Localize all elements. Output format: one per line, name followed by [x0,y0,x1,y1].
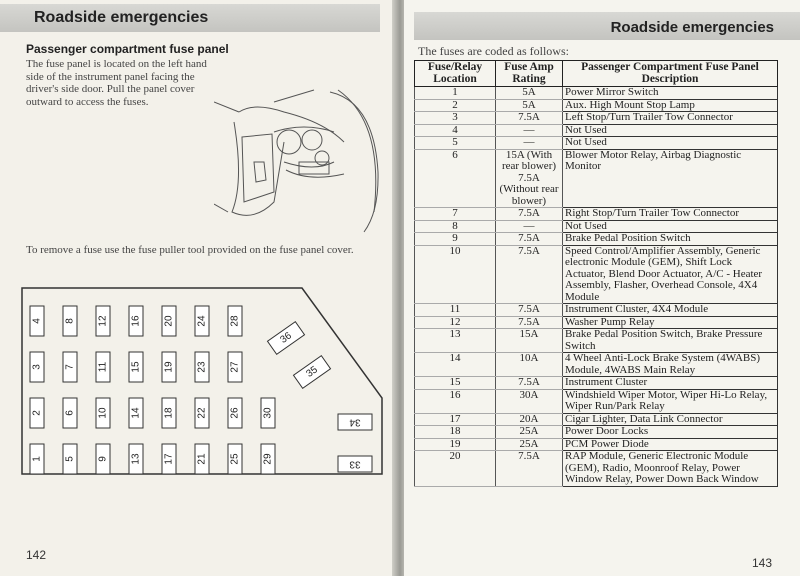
fuse-description-cell: Blower Motor Relay, Airbag Diagnostic Monitor [563,149,778,208]
fuse-location-cell: 19 [415,438,496,451]
fuse-location-cell: 11 [415,304,496,317]
svg-text:20: 20 [163,315,175,327]
instrument-panel-illustration [214,62,384,238]
fuse-location-cell: 20 [415,451,496,487]
fuse-description-cell: Cigar Lighter, Data Link Connector [563,413,778,426]
fuse-location-cell: 2 [415,99,496,112]
fuse-slot-30 [261,398,275,428]
fuse-description-cell: RAP Module, Generic Electronic Module (GEM), Radio, Moonroof Relay, Power Window Relay, Power Down Back Window [563,451,778,487]
fuse-slot-20 [162,306,176,336]
fuse-location-cell: 14 [415,353,496,377]
fuse-slot-18 [162,398,176,428]
table-row [415,112,778,125]
fuse-description-cell: Not Used [563,220,778,233]
fuse-location-cell: 17 [415,413,496,426]
svg-text:29: 29 [262,453,274,465]
table-row [415,87,778,100]
fuse-panel-diagram [20,286,390,476]
fuse-description-cell: Right Stop/Turn Trailer Tow Connector [563,208,778,221]
fuse-description-cell: Windshield Wiper Motor, Wiper Hi-Lo Relay, Wiper Run/Park Relay [563,389,778,413]
svg-text:35: 35 [304,364,320,380]
fuse-location-cell: 4 [415,124,496,137]
svg-text:23: 23 [196,361,208,373]
fuse-location-cell: 9 [415,233,496,246]
fuse-table-header [415,61,778,87]
table-row [415,377,778,390]
fuse-slot-22 [195,398,209,428]
table-row [415,124,778,137]
left-header-title: Roadside emergencies [34,9,209,26]
right-page-number: 143 [752,556,773,570]
svg-text:11: 11 [97,361,109,373]
fuse-table [414,60,778,487]
fuse-location-cell: 5 [415,137,496,150]
svg-text:12: 12 [97,315,109,327]
fuse-slot-24 [195,306,209,336]
fuse-amp-cell: 30A [496,389,563,413]
right-header-bar [414,12,800,40]
svg-text:28: 28 [229,315,241,327]
svg-text:33: 33 [349,458,361,470]
fuse-description-cell: Power Door Locks [563,426,778,439]
table-row [415,438,778,451]
left-page-number: 142 [26,548,47,562]
left-page [0,0,396,576]
fuse-description-cell: Not Used [563,137,778,150]
table-row [415,451,778,487]
fuse-amp-cell: 7.5A [496,112,563,125]
svg-text:1: 1 [31,456,43,462]
right-header-title: Roadside emergencies [610,19,774,36]
fuse-location-cell: 6 [415,149,496,208]
svg-text:34: 34 [349,416,361,428]
fuse-amp-cell: 7.5A [496,451,563,487]
relay-slot-36 [267,322,304,355]
table-row [415,353,778,377]
relay-slot-33 [338,456,372,472]
fuse-amp-cell: 7.5A [496,316,563,329]
fuse-location-cell: 16 [415,389,496,413]
fuse-slot-16 [129,306,143,336]
table-row [415,137,778,150]
svg-text:22: 22 [196,407,208,419]
fuse-description-cell: Washer Pump Relay [563,316,778,329]
svg-text:5: 5 [64,456,76,462]
table-row [415,99,778,112]
relay-slot-35 [293,356,330,389]
svg-text:18: 18 [163,407,175,419]
svg-text:17: 17 [163,453,175,465]
svg-text:25: 25 [229,453,241,465]
svg-text:27: 27 [229,361,241,373]
fuse-location-cell: 1 [415,87,496,100]
fuse-slot-13 [129,444,143,474]
fuse-table-body [415,87,778,487]
fuse-location-cell: 7 [415,208,496,221]
svg-text:36: 36 [278,330,294,346]
fuse-amp-cell: 7.5A [496,377,563,390]
svg-text:3: 3 [31,364,43,370]
svg-text:13: 13 [130,453,142,465]
svg-text:30: 30 [262,407,274,419]
fuse-slot-12 [96,306,110,336]
table-row [415,304,778,317]
fuse-amp-cell: 20A [496,413,563,426]
fuse-description-cell: Aux. High Mount Stop Lamp [563,99,778,112]
fuse-slot-7 [63,352,77,382]
fuse-slot-8 [63,306,77,336]
fuse-amp-cell: 25A [496,438,563,451]
fuse-slot-28 [228,306,242,336]
svg-text:8: 8 [64,318,76,324]
fuse-description-cell: 4 Wheel Anti-Lock Brake System (4WABS) Module, 4WABS Main Relay [563,353,778,377]
fuse-amp-cell: — [496,124,563,137]
fuse-location-cell: 10 [415,245,496,304]
fuse-location-cell: 3 [415,112,496,125]
relay-slot-34 [338,414,372,430]
fuse-panel-location-text: The fuse panel is located on the left hand side of the instrument panel facing the driver's side door. Pull the panel cover outward to access the fuses. [26,58,207,108]
fuse-description-cell: Power Mirror Switch [563,87,778,100]
fuse-amp-cell: 15A [496,329,563,353]
svg-text:6: 6 [64,410,76,416]
fuse-slot-26 [228,398,242,428]
svg-text:10: 10 [97,407,109,419]
fuse-slot-11 [96,352,110,382]
fuse-removal-text: To remove a fuse use the fuse puller tool provided on the fuse panel cover. [26,244,354,256]
svg-text:15: 15 [130,361,142,373]
svg-text:21: 21 [196,453,208,465]
fuse-description-cell: Instrument Cluster [563,377,778,390]
svg-text:24: 24 [196,315,208,327]
fuse-description-cell: Brake Pedal Position Switch [563,233,778,246]
table-row [415,316,778,329]
fuse-slot-2 [30,398,44,428]
fuse-description-cell: PCM Power Diode [563,438,778,451]
table-row [415,149,778,208]
table-row [415,245,778,304]
fuse-description-cell: Instrument Cluster, 4X4 Module [563,304,778,317]
fuse-description-cell: Not Used [563,124,778,137]
fuse-slot-3 [30,352,44,382]
table-row [415,208,778,221]
fuse-slot-17 [162,444,176,474]
fuse-slot-1 [30,444,44,474]
fuse-slot-9 [96,444,110,474]
table-row [415,426,778,439]
table-row [415,389,778,413]
svg-text:16: 16 [130,315,142,327]
table-row [415,413,778,426]
fuse-slot-4 [30,306,44,336]
fuse-amp-cell: 25A [496,426,563,439]
fuse-amp-cell: — [496,220,563,233]
fuse-slot-21 [195,444,209,474]
svg-text:19: 19 [163,361,175,373]
svg-text:26: 26 [229,407,241,419]
table-row [415,220,778,233]
fuse-slot-5 [63,444,77,474]
fuse-location-cell: 12 [415,316,496,329]
fuse-slot-15 [129,352,143,382]
fuse-amp-cell: 15A (With rear blower) 7.5A (Without rear blower) [496,149,563,208]
svg-text:7: 7 [64,364,76,370]
column-header-amp: Fuse Amp Rating [496,61,563,87]
column-header-description: Passenger Compartment Fuse Panel Description [563,61,778,87]
fuse-location-cell: 8 [415,220,496,233]
fuse-amp-cell: — [496,137,563,150]
fuse-description-cell: Left Stop/Turn Trailer Tow Connector [563,112,778,125]
fuse-location-cell: 13 [415,329,496,353]
fuse-slot-6 [63,398,77,428]
section-subheading: Passenger compartment fuse panel [26,42,229,56]
fuse-amp-cell: 7.5A [496,233,563,246]
fuse-slot-29 [261,444,275,474]
fuse-slot-25 [228,444,242,474]
fuse-slot-14 [129,398,143,428]
svg-text:2: 2 [31,410,43,416]
fuse-slot-10 [96,398,110,428]
table-row [415,233,778,246]
fuse-table-intro: The fuses are coded as follows: [418,44,569,58]
right-page [404,0,800,576]
fuse-location-cell: 18 [415,426,496,439]
column-header-location: Fuse/Relay Location [415,61,496,87]
fuse-location-cell: 15 [415,377,496,390]
fuse-amp-cell: 5A [496,87,563,100]
svg-text:14: 14 [130,407,142,419]
fuse-description-cell: Brake Pedal Position Switch, Brake Pressure Switch [563,329,778,353]
svg-text:9: 9 [97,456,109,462]
fuse-slot-27 [228,352,242,382]
fuse-amp-cell: 10A [496,353,563,377]
fuse-slot-19 [162,352,176,382]
svg-text:4: 4 [31,318,43,324]
fuse-slot-23 [195,352,209,382]
fuse-amp-cell: 7.5A [496,304,563,317]
left-header-bar [0,4,380,32]
fuse-description-cell: Speed Control/Amplifier Assembly, Generic electronic Module (GEM), Shift Lock Actuator, Blend Door Actuator, A/C - Heater Assembly, Flasher, Overhead Console, 4X4 Module [563,245,778,304]
table-row [415,329,778,353]
fuse-amp-cell: 7.5A [496,245,563,304]
fuse-amp-cell: 5A [496,99,563,112]
fuse-amp-cell: 7.5A [496,208,563,221]
